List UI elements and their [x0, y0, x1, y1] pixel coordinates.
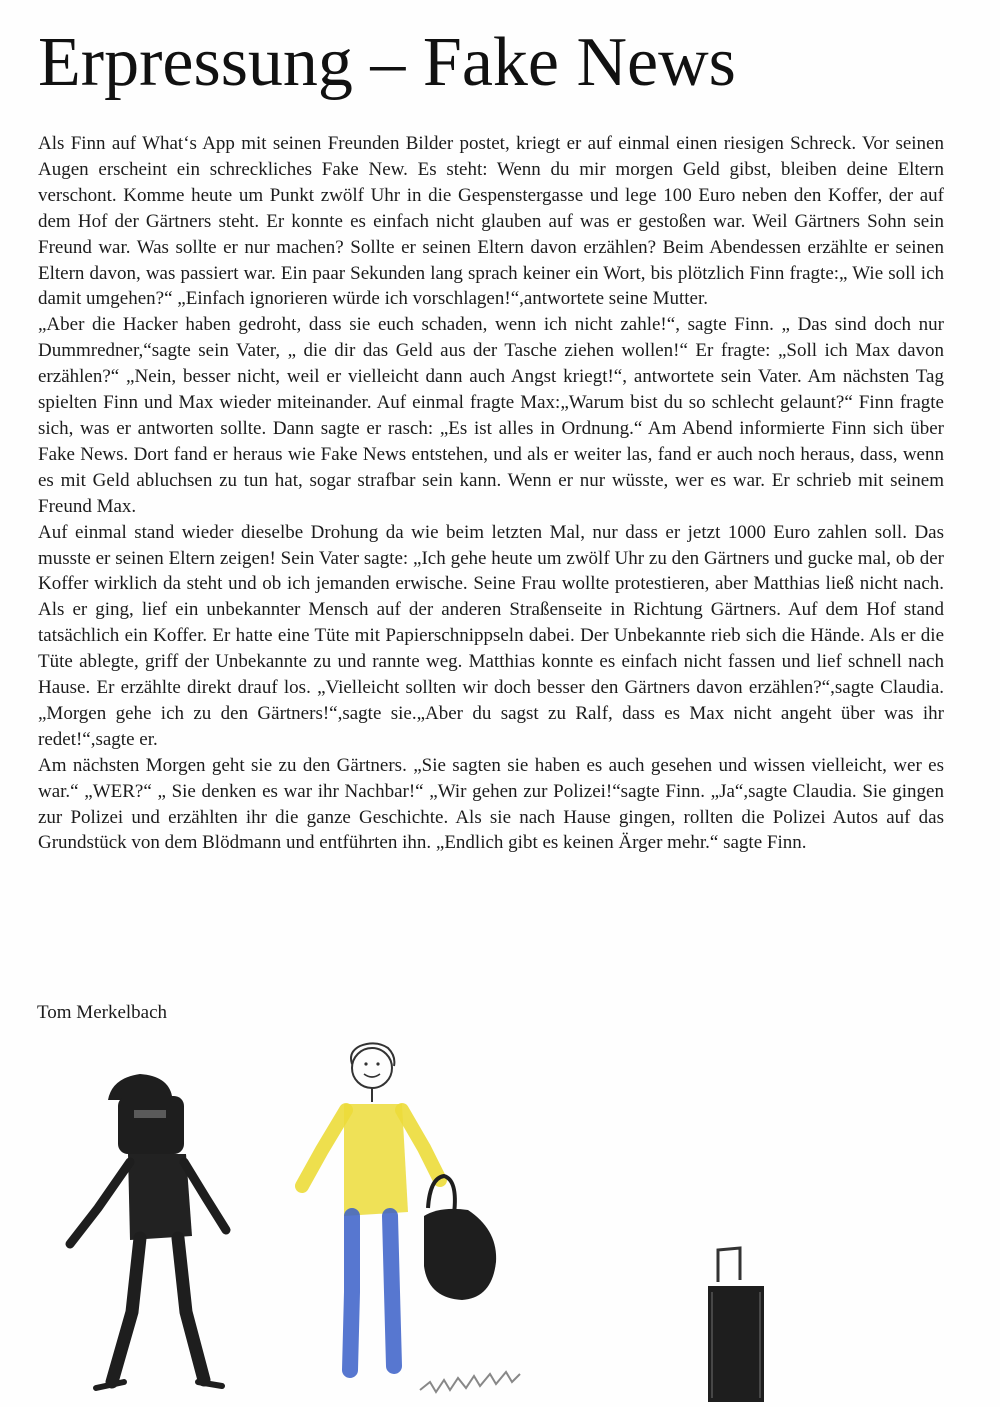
crayon-drawing	[0, 1030, 1000, 1407]
ground-scribble	[420, 1372, 520, 1392]
story-paragraph-4: Am nächsten Morgen geht sie zu den Gärtners. „Sie sagten sie haben es auch gesehen und wissen vielleicht, wer es war.“ „WER?“ „ Sie denken es war ihr Nachbar!“ „Wir gehen zur Polizei!“sagte Finn. „Ja“,sagte Claudia. Sie gingen zur Polizei und erzählten ihr die ganze Geschichte. Als sie nach Hause gingen, rollten die Polizei Autos auf das Grundstück von dem Blödmann und entführten ihn. „Endlich gibt es keinen Ärger mehr.“ sagte Finn.	[38, 754, 944, 854]
stranger-right-leg	[178, 1238, 204, 1380]
stranger-head	[118, 1096, 184, 1154]
father-right-leg	[390, 1216, 394, 1366]
author-name: Tom Merkelbach	[37, 1002, 168, 1023]
father-with-bag-figure	[302, 1043, 520, 1392]
suitcase-handle	[718, 1248, 740, 1282]
story-paragraph-1: Als Finn auf What‘s App mit seinen Freunden Bilder postet, kriegt er auf einmal einen riesigen Schreck. Vor seinen Augen erscheint ein schreckliches Fake New. Es steht: Wenn du mir morgen Geld gibst, bleiben deine Eltern verschont. Komme heute um Punkt zwölf Uhr in die Gespenstergasse und lege 100 Euro neben den Koffer, der auf dem Hof der Gärtners steht. Er konnte es einfach nicht glauben auf was er gestoßen war. Weil Gärtners Sohn sein Freund war. Was sollte er nur machen? Sollte er seinen Eltern davon erzählen? Beim Abendessen erzählte er seinen Eltern davon, was passiert war. Ein paar Sekunden lang sprach keiner ein Wort, bis plötzlich Finn fragte:„ Wie soll ich damit umgehen?“ „Einfach ignorieren würde ich vorschlagen!“,antwortete seine Mutter.	[38, 133, 944, 310]
masked-stranger-figure	[70, 1074, 226, 1388]
stranger-left-arm	[70, 1162, 130, 1244]
bag	[424, 1209, 496, 1300]
suitcase-body	[708, 1286, 764, 1402]
father-left-leg	[350, 1216, 352, 1370]
father-shirt	[344, 1104, 408, 1216]
stranger-left-leg	[112, 1238, 140, 1382]
suitcase-figure	[708, 1248, 764, 1402]
story-title: Erpressung – Fake News	[38, 24, 736, 101]
father-left-arm	[302, 1110, 346, 1186]
stranger-eyes	[134, 1110, 166, 1118]
story-body	[38, 131, 944, 856]
story-paragraph-2: „Aber die Hacker haben gedroht, dass sie euch schaden, wenn ich nicht zahle!“, sagte Finn. „ Das sind doch nur Dummredner,“sagte sein Vater, „ die dir das Geld aus der Tasche ziehen wollen!“ Er fragte: „Soll ich Max davon erzählen?“ „Nein, besser nicht, weil er vielleicht dann auch Angst kriegt!“, antwortete sein Vater. Am nächsten Tag spielten Finn und Max wieder miteinander. Auf einmal fragte Max:„Warum bist du so schlecht gelaunt?“ Finn fragte sich, was er antworten sollte. Dann sagte er rasch: „Es ist alles in Ordnung.“ Am Abend informierte Finn sich über Fake News. Dort fand er heraus wie Fake News entstehen, und als er weiter las, fand er auch noch heraus, dass, wenn es mit Geld abluchsen zu tun hat, sogar strafbar sein kann. Wenn er nur wüsste, wer es war. Er schrieb mit seinem Freund Max.	[38, 314, 944, 517]
father-right-arm	[402, 1110, 440, 1180]
father-head	[352, 1048, 392, 1088]
story-paragraph-3: Auf einmal stand wieder dieselbe Drohung da wie beim letzten Mal, nur dass er jetzt 1000 Euro zahlen soll. Das musste er seinen Eltern zeigen! Sein Vater sagte: „Ich gehe heute um zwölf Uhr zu den Gärtners und gucke mal, ob der Koffer wirklich da steht und ob ich jemanden erwische. Seine Frau wollte protestieren, aber Matthias ließ nicht nach. Als er ging, lief ein unbekannter Mensch auf der anderen Straßenseite in Richtung Gärtners. Auf dem Hof stand tatsächlich ein Koffer. Er hatte eine Tüte mit Papierschnippseln dabei. Der Unbekannte rieb sich die Hände. Als er die Tüte ablegte, griff der Unbekannte zu und rannte weg. Matthias konnte es einfach nicht fassen und lief schnell nach Hause. Er erzählte direkt drauf los. „Vielleicht sollten wir doch besser den Gärtners davon erzählen?“,sagte Claudia. „Morgen gehe ich zu den Gärtners!“,sagte sie.„Aber du sagst zu Ralf, dass es Max nicht angeht über was ihr redet!“,sagte er.	[38, 521, 944, 750]
